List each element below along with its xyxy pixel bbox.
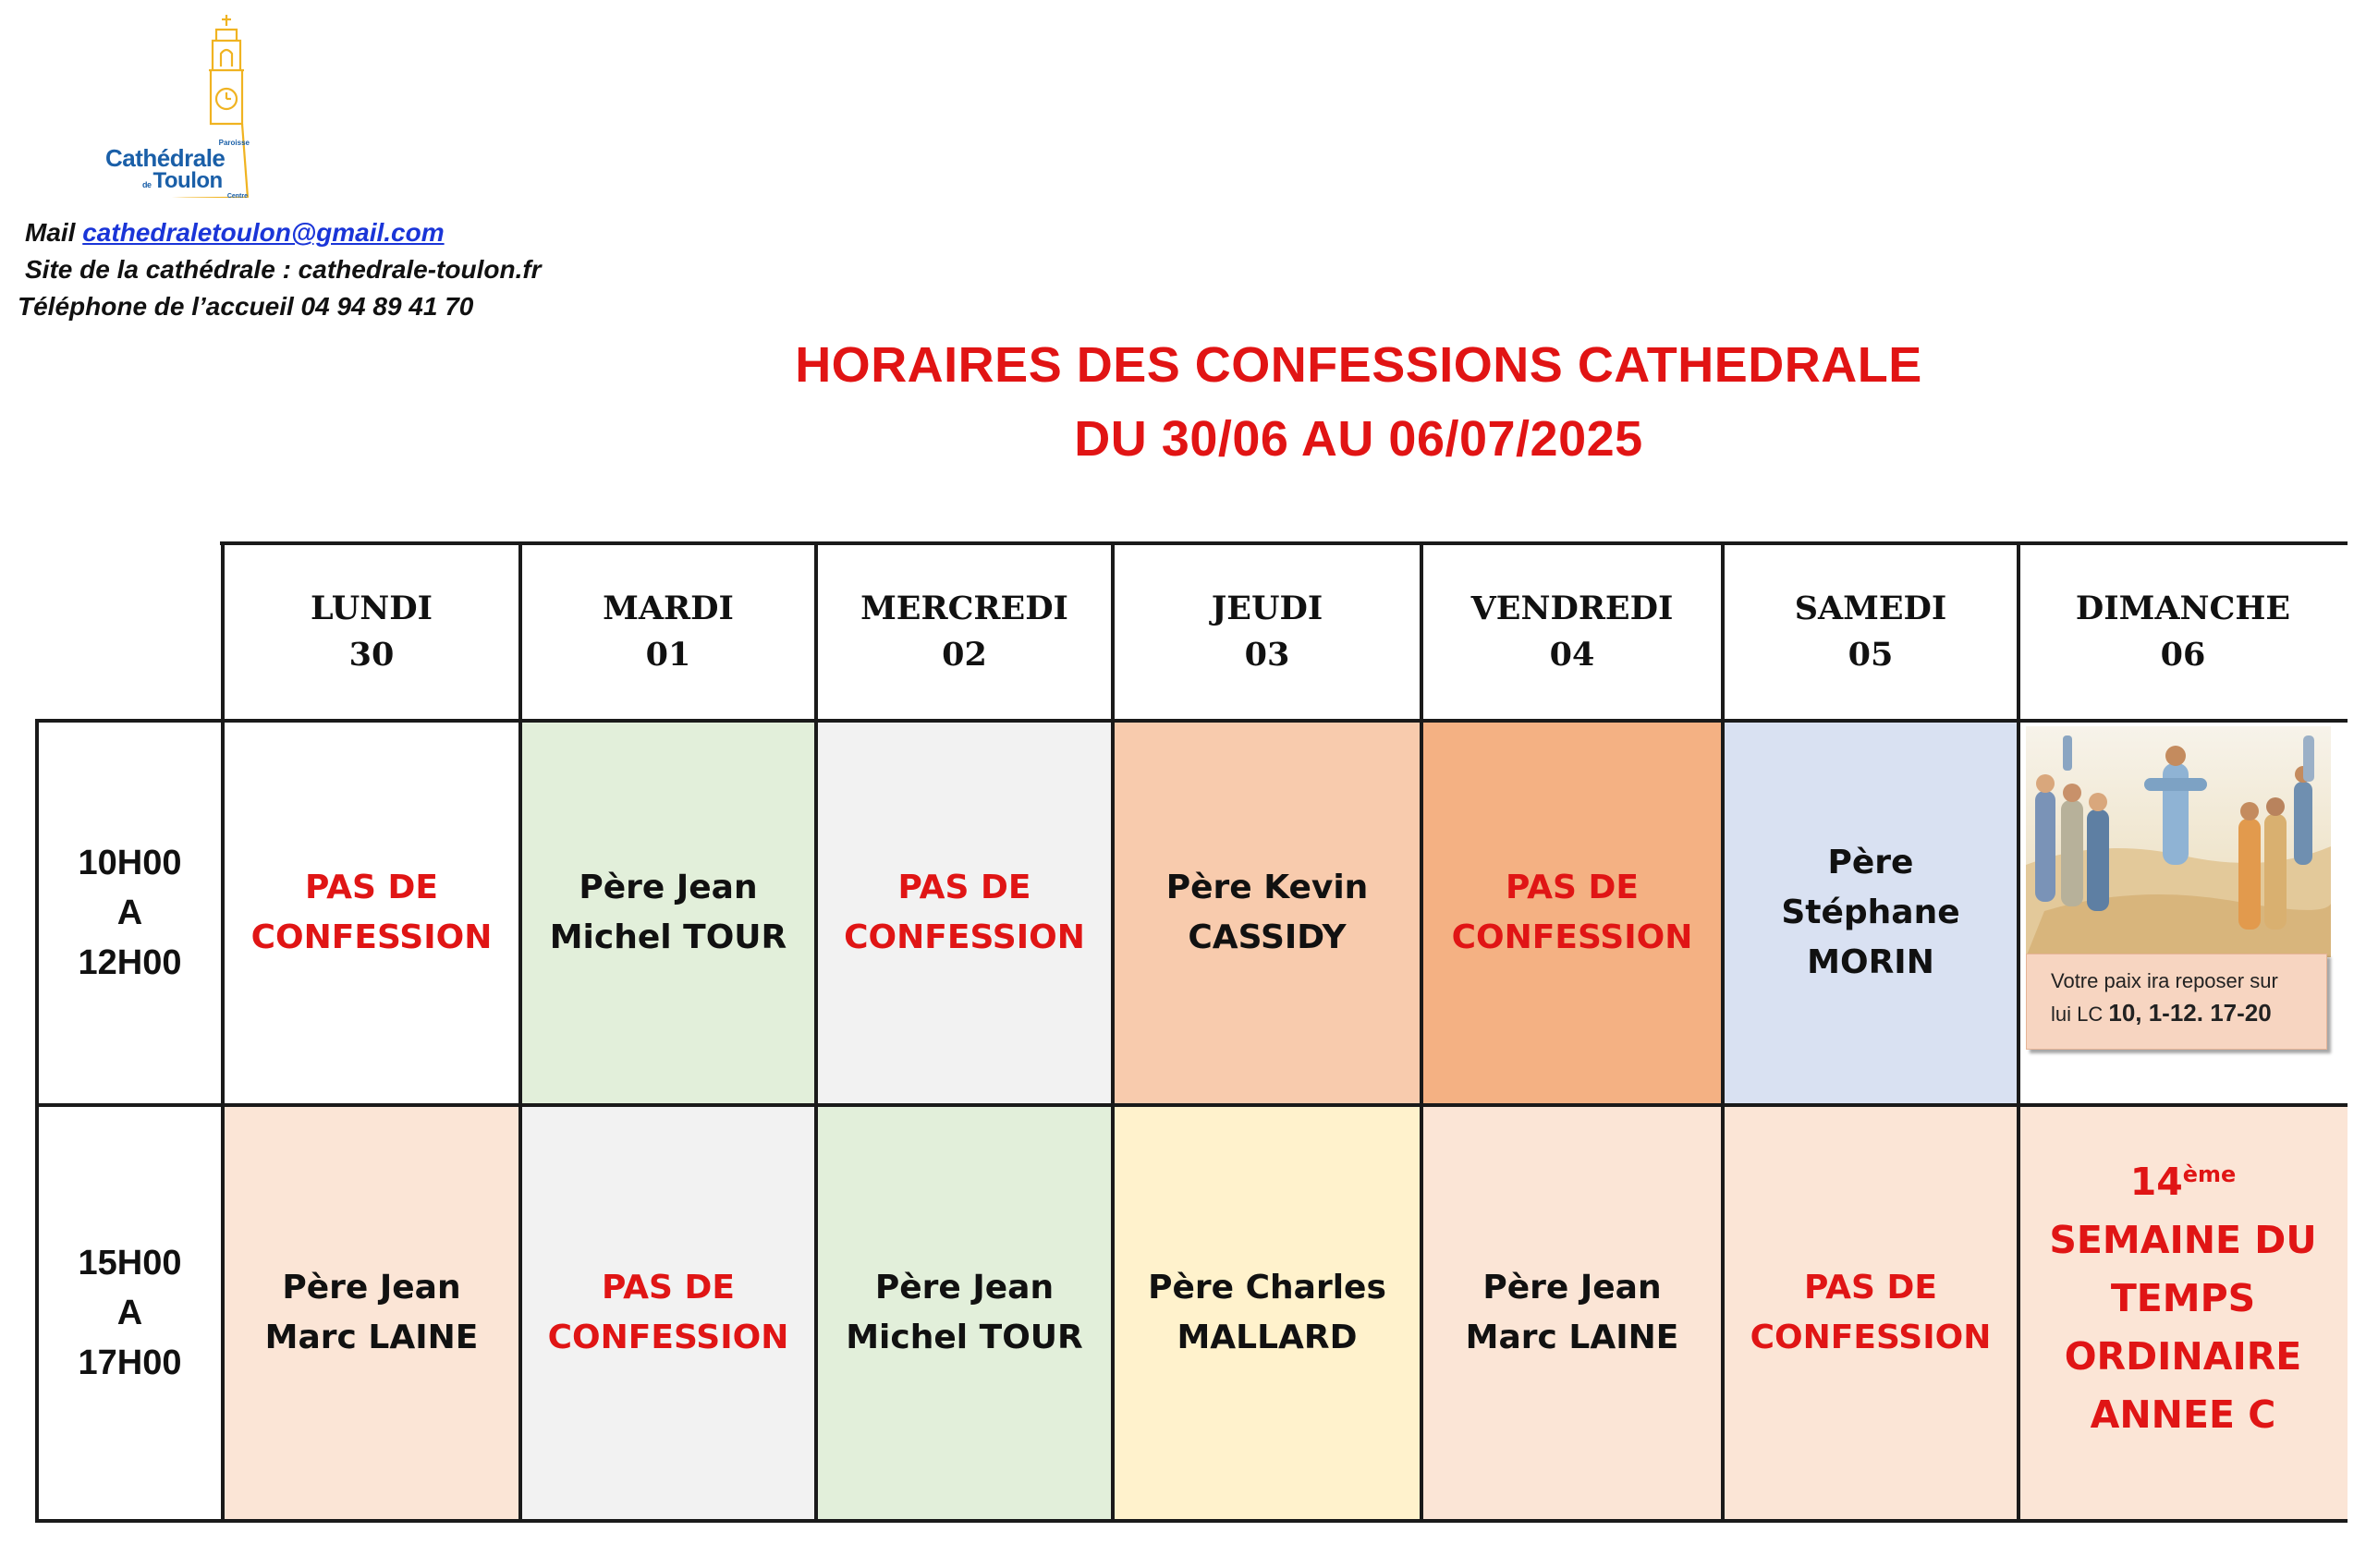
afternoon-time-end: 17H00 [78,1343,182,1382]
day-name-lundi: LUNDI [311,590,433,627]
logo-city-text: Toulon [152,168,223,193]
sunday-l4: ANNEE C [2090,1392,2276,1437]
header-dimanche [2018,543,2348,721]
fri-morning-cell [1421,721,1723,1105]
gospel-caption-line2 [2051,997,2313,1030]
day-num-mercredi: 02 [942,636,987,674]
sat-afternoon-l1: PAS DE [1804,1269,1937,1307]
fri-afternoon-l1: Père Jean [1482,1269,1662,1307]
phone-line: Téléphone de l’accueil 04 94 89 41 70 [18,292,474,321]
tue-afternoon-cell [520,1105,816,1521]
wed-morning-l2: CONFESSION [844,918,1085,956]
mail-line [25,218,445,248]
col-divider-7 [2017,541,2020,1523]
day-num-jeudi: 03 [1244,636,1290,674]
day-name-vendredi: VENDREDI [1470,590,1674,627]
day-name-samedi: SAMEDI [1794,590,1947,627]
thu-morning-l1: Père Kevin [1165,869,1369,906]
sat-morning-l3: MORIN [1807,943,1934,981]
gospel-caption-line1: Votre paix ira reposer sur [2051,969,2278,992]
header-jeudi [1113,543,1421,721]
mon-afternoon-l1: Père Jean [282,1269,461,1307]
mail-label: Mail [25,218,83,247]
afternoon-time-start: 15H00 [78,1244,182,1282]
thu-afternoon-l1: Père Charles [1148,1269,1386,1307]
morning-time-end: 12H00 [78,943,182,982]
fri-morning-text [1452,863,1693,963]
table-left-border [35,719,39,1523]
morning-time-start: 10H00 [78,844,182,882]
tue-afternoon-l1: PAS DE [602,1269,735,1307]
gospel-caption-box [2026,954,2327,1050]
tue-morning-text [550,863,787,963]
wed-afternoon-l2: Michel TOUR [846,1319,1083,1356]
sat-afternoon-l2: CONFESSION [1750,1319,1992,1356]
day-num-vendredi: 04 [1549,636,1595,674]
mail-link[interactable]: cathedraletoulon@gmail.com [82,218,445,247]
col-divider-1 [221,541,225,1523]
header-mercredi [816,543,1113,721]
afternoon-time-sep: A [116,1294,143,1332]
thu-afternoon-cell [1113,1105,1421,1521]
page-subtitle-dates: DU 30/06 AU 06/07/2025 [1074,411,1643,467]
tue-morning-l1: Père Jean [579,869,758,906]
header-samedi [1723,543,2018,721]
sunday-num: 14 [2129,1159,2183,1204]
fri-afternoon-cell [1421,1105,1723,1521]
wed-morning-l1: PAS DE [897,869,1031,906]
day-num-mardi: 01 [645,636,691,674]
thu-morning-l2: CASSIDY [1188,918,1347,956]
col-divider-2 [518,541,522,1523]
col-divider-6 [1721,541,1725,1523]
logo-toulon-text [142,168,223,194]
page-title: HORAIRES DES CONFESSIONS CATHEDRALE [795,337,1922,393]
tue-afternoon-l2: CONFESSION [547,1319,789,1356]
sunday-week-number [2049,1146,2316,1211]
morning-time-slot [37,721,223,1105]
mon-afternoon-l2: Marc LAINE [264,1319,479,1356]
logo-cathedrale-text: Cathédrale [105,144,226,172]
wed-afternoon-text [846,1263,1083,1363]
wed-afternoon-l1: Père Jean [874,1269,1055,1307]
day-name-mercredi: MERCREDI [860,590,1068,627]
wed-morning-text [844,863,1085,963]
mon-morning-text [251,863,493,963]
col-divider-3 [814,541,818,1523]
gospel-reference: 10, 1-12. 17-20 [2108,999,2272,1027]
table-top-border [220,541,2348,545]
thu-afternoon-l2: MALLARD [1177,1319,1358,1356]
site-line: Site de la cathédrale : cathedrale-toulon.fr [25,255,542,284]
day-name-mardi: MARDI [603,590,734,627]
header-row-border [35,719,2348,723]
wed-afternoon-cell [816,1105,1113,1521]
sat-morning-l1: Père [1827,844,1914,881]
fri-afternoon-l2: Marc LAINE [1465,1319,1679,1356]
sunday-l2: TEMPS [2110,1275,2256,1320]
tue-afternoon-text [548,1263,789,1363]
disciples-sent-illustration [2026,726,2331,957]
col-divider-5 [1420,541,1423,1523]
sun-afternoon-cell [2018,1105,2348,1521]
sat-morning-cell [1723,721,2018,1105]
sat-afternoon-cell [1723,1105,2018,1521]
day-num-samedi: 05 [1848,636,1894,674]
sunday-l3: ORDINAIRE [2064,1333,2302,1379]
day-num-dimanche: 06 [2160,636,2206,674]
wed-morning-cell [816,721,1113,1105]
header-lundi [223,543,520,721]
afternoon-time-slot [37,1105,223,1521]
morning-time-sep: A [116,893,143,932]
figure-group-left [2035,774,2109,911]
logo-de-text: de [142,180,152,189]
header-vendredi [1421,543,1723,721]
mon-morning-cell [223,721,520,1105]
header-mardi [520,543,816,721]
mon-afternoon-cell [223,1105,520,1521]
day-name-jeudi: JEUDI [1211,590,1323,627]
fri-morning-l2: CONFESSION [1451,918,1693,956]
thu-morning-cell [1113,721,1421,1105]
parish-logo [102,13,268,207]
sunday-sup: ème [2182,1161,2237,1187]
table-bottom-border [35,1519,2348,1523]
logo-paroisse-text: Paroisse [218,139,250,147]
sunday-l1: SEMAINE DU [2049,1217,2317,1262]
col-divider-4 [1111,541,1115,1523]
day-name-dimanche: DIMANCHE [2075,590,2291,627]
sat-afternoon-text [1750,1263,1992,1363]
mon-morning-l2: CONFESSION [250,918,493,956]
logo-centre-text: Centre [226,193,248,200]
fri-morning-l1: PAS DE [1506,869,1639,906]
fri-afternoon-text [1466,1263,1679,1363]
thu-morning-text [1166,863,1369,963]
day-num-lundi: 30 [348,636,395,674]
mon-afternoon-text [265,1263,479,1363]
tue-morning-l2: Michel TOUR [549,918,787,956]
mon-morning-l1: PAS DE [305,869,438,906]
sunday-liturgical-note [2049,1146,2316,1444]
gospel-caption-prefix: lui LC [2051,1003,2109,1026]
thu-afternoon-text [1148,1263,1386,1363]
tue-morning-cell [520,721,816,1105]
sat-morning-text [1781,838,1959,988]
mid-row-border [35,1103,2348,1107]
sat-morning-l2: Stéphane [1781,893,1960,931]
